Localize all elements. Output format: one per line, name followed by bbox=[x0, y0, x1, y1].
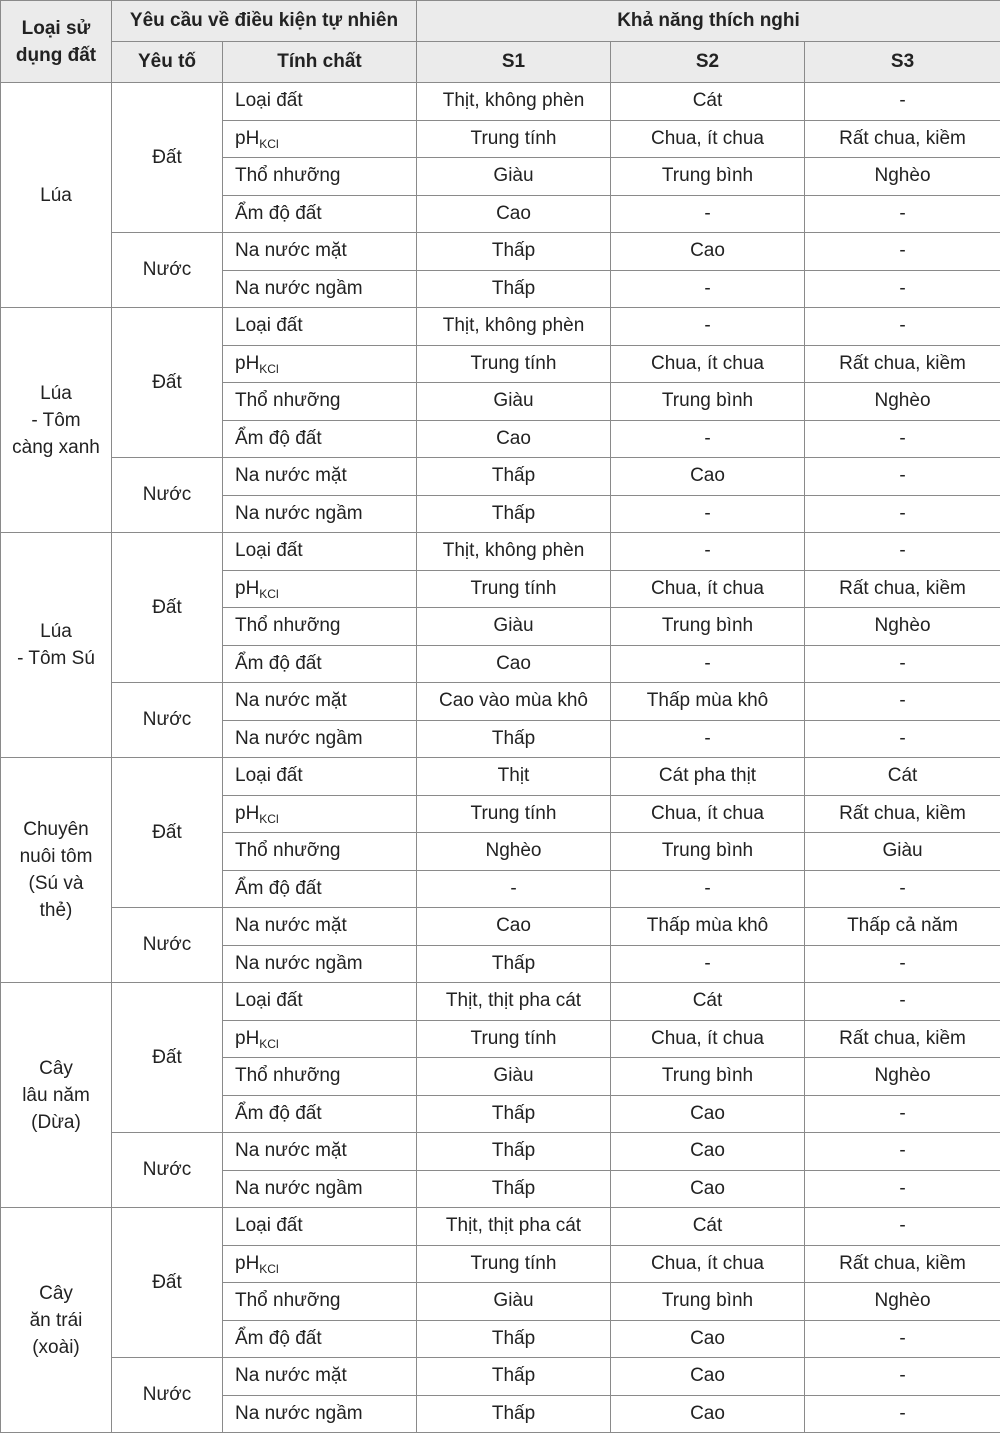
property-subscript: KCl bbox=[259, 1262, 278, 1276]
s2-cell: Cát bbox=[611, 83, 805, 121]
s3-cell: Giàu bbox=[805, 833, 1000, 871]
property-cell bbox=[223, 833, 417, 871]
s3-cell: - bbox=[805, 533, 1000, 571]
property-label: Thổ nhưỡng bbox=[235, 840, 340, 861]
factor-cell: Đất bbox=[112, 1208, 223, 1358]
property-cell bbox=[223, 233, 417, 271]
s3-cell: - bbox=[805, 1133, 1000, 1171]
factor-cell: Nước bbox=[112, 908, 223, 983]
s1-cell: Thịt, không phèn bbox=[417, 83, 611, 121]
property-cell bbox=[223, 983, 417, 1021]
property-cell bbox=[223, 1058, 417, 1096]
s2-cell: Cát bbox=[611, 1208, 805, 1246]
s3-cell: Rất chua, kiềm bbox=[805, 795, 1000, 833]
s2-cell: - bbox=[611, 945, 805, 983]
property-cell bbox=[223, 1395, 417, 1433]
property-label: Thổ nhưỡng bbox=[235, 390, 340, 411]
s2-cell: - bbox=[611, 420, 805, 458]
property-label: Loại đất bbox=[235, 765, 303, 786]
s1-cell: Thấp bbox=[417, 233, 611, 271]
s3-header: S3 bbox=[805, 42, 1000, 83]
property-label: Na nước ngầm bbox=[235, 728, 363, 749]
s2-cell: Cao bbox=[611, 233, 805, 271]
property-cell bbox=[223, 83, 417, 121]
s3-cell: - bbox=[805, 195, 1000, 233]
adaptability-header: Khả năng thích nghi bbox=[417, 1, 1000, 42]
property-cell bbox=[223, 908, 417, 946]
property-cell bbox=[223, 570, 417, 608]
s1-cell: Thấp bbox=[417, 1133, 611, 1171]
s2-cell: Chua, ít chua bbox=[611, 570, 805, 608]
s3-cell: Nghèo bbox=[805, 1283, 1000, 1321]
s2-cell: - bbox=[611, 195, 805, 233]
property-label: Ẩm độ đất bbox=[235, 653, 322, 674]
s2-cell: Trung bình bbox=[611, 158, 805, 196]
property-cell bbox=[223, 1245, 417, 1283]
factor-cell: Đất bbox=[112, 308, 223, 458]
s1-cell: Thấp bbox=[417, 720, 611, 758]
factor-cell: Nước bbox=[112, 1133, 223, 1208]
land-use-cell: Lúa - Tôm Sú bbox=[1, 533, 112, 758]
property-cell bbox=[223, 1283, 417, 1321]
s3-cell: Rất chua, kiềm bbox=[805, 120, 1000, 158]
table-row bbox=[1, 1133, 1000, 1171]
s2-cell: - bbox=[611, 495, 805, 533]
property-label: Na nước mặt bbox=[235, 915, 347, 936]
s3-cell: Thấp cả năm bbox=[805, 908, 1000, 946]
s2-cell: Chua, ít chua bbox=[611, 795, 805, 833]
table-header bbox=[1, 1, 1000, 83]
s2-cell: Chua, ít chua bbox=[611, 1245, 805, 1283]
s3-cell: - bbox=[805, 1395, 1000, 1433]
property-subscript: KCl bbox=[259, 812, 278, 826]
s2-cell: Trung bình bbox=[611, 1058, 805, 1096]
factor-cell: Đất bbox=[112, 758, 223, 908]
s1-cell: Trung tính bbox=[417, 345, 611, 383]
s1-cell: Thấp bbox=[417, 270, 611, 308]
property-cell bbox=[223, 720, 417, 758]
s1-cell: Giàu bbox=[417, 383, 611, 421]
s3-cell: Rất chua, kiềm bbox=[805, 1020, 1000, 1058]
s3-cell: - bbox=[805, 870, 1000, 908]
property-cell bbox=[223, 1095, 417, 1133]
property-label: Ẩm độ đất bbox=[235, 878, 322, 899]
factor-cell: Nước bbox=[112, 683, 223, 758]
property-label: Na nước ngầm bbox=[235, 278, 363, 299]
property-label: Na nước ngầm bbox=[235, 1178, 363, 1199]
s1-cell: Cao bbox=[417, 908, 611, 946]
s2-cell: Cao bbox=[611, 458, 805, 496]
property-label: Loại đất bbox=[235, 90, 303, 111]
s1-cell: Trung tính bbox=[417, 1020, 611, 1058]
s1-cell: - bbox=[417, 870, 611, 908]
property-label: Thổ nhưỡng bbox=[235, 615, 340, 636]
factor-cell: Đất bbox=[112, 983, 223, 1133]
property-label: pH bbox=[235, 128, 259, 149]
s1-cell: Thấp bbox=[417, 458, 611, 496]
s3-cell: - bbox=[805, 458, 1000, 496]
factor-header: Yêu tố bbox=[112, 42, 223, 83]
table-row bbox=[1, 458, 1000, 496]
s3-cell: - bbox=[805, 420, 1000, 458]
s1-cell: Thấp bbox=[417, 1358, 611, 1396]
s3-cell: - bbox=[805, 945, 1000, 983]
s3-cell: - bbox=[805, 1208, 1000, 1246]
property-cell bbox=[223, 1320, 417, 1358]
s2-cell: Cao bbox=[611, 1395, 805, 1433]
s3-cell: - bbox=[805, 495, 1000, 533]
s1-cell: Trung tính bbox=[417, 795, 611, 833]
s3-cell: - bbox=[805, 270, 1000, 308]
property-label: pH bbox=[235, 803, 259, 824]
s3-cell: - bbox=[805, 645, 1000, 683]
s2-cell: Cao bbox=[611, 1358, 805, 1396]
s3-cell: Cát bbox=[805, 758, 1000, 796]
property-cell bbox=[223, 383, 417, 421]
property-subscript: KCl bbox=[259, 137, 278, 151]
s2-cell: - bbox=[611, 645, 805, 683]
property-cell bbox=[223, 158, 417, 196]
s1-cell: Cao bbox=[417, 195, 611, 233]
s1-cell: Trung tính bbox=[417, 120, 611, 158]
factor-cell: Đất bbox=[112, 83, 223, 233]
property-label: Na nước mặt bbox=[235, 465, 347, 486]
property-cell bbox=[223, 1170, 417, 1208]
s2-cell: Cao bbox=[611, 1095, 805, 1133]
s2-header: S2 bbox=[611, 42, 805, 83]
s3-cell: Rất chua, kiềm bbox=[805, 1245, 1000, 1283]
s2-cell: Cao bbox=[611, 1170, 805, 1208]
table-row bbox=[1, 233, 1000, 271]
property-label: Ẩm độ đất bbox=[235, 203, 322, 224]
property-cell bbox=[223, 645, 417, 683]
property-cell bbox=[223, 1020, 417, 1058]
s2-cell: Trung bình bbox=[611, 1283, 805, 1321]
property-cell bbox=[223, 345, 417, 383]
s2-cell: Chua, ít chua bbox=[611, 345, 805, 383]
property-label: Na nước ngầm bbox=[235, 503, 363, 524]
s1-cell: Nghèo bbox=[417, 833, 611, 871]
s2-cell: Chua, ít chua bbox=[611, 1020, 805, 1058]
s3-cell: - bbox=[805, 83, 1000, 121]
property-label: Ẩm độ đất bbox=[235, 1328, 322, 1349]
s1-cell: Giàu bbox=[417, 1058, 611, 1096]
s3-cell: Nghèo bbox=[805, 1058, 1000, 1096]
property-cell bbox=[223, 870, 417, 908]
property-cell bbox=[223, 1208, 417, 1246]
land-use-cell: Lúa - Tôm càng xanh bbox=[1, 308, 112, 533]
table-row bbox=[1, 908, 1000, 946]
s3-cell: Rất chua, kiềm bbox=[805, 570, 1000, 608]
property-label: Ẩm độ đất bbox=[235, 1103, 322, 1124]
property-cell bbox=[223, 308, 417, 346]
property-label: Na nước mặt bbox=[235, 240, 347, 261]
s1-cell: Giàu bbox=[417, 158, 611, 196]
s3-cell: - bbox=[805, 983, 1000, 1021]
s2-cell: Cao bbox=[611, 1320, 805, 1358]
property-label: Loại đất bbox=[235, 540, 303, 561]
property-cell bbox=[223, 120, 417, 158]
property-cell bbox=[223, 533, 417, 571]
s3-cell: - bbox=[805, 720, 1000, 758]
property-cell bbox=[223, 945, 417, 983]
property-cell bbox=[223, 795, 417, 833]
property-label: Thổ nhưỡng bbox=[235, 165, 340, 186]
table-row bbox=[1, 308, 1000, 346]
s1-cell: Giàu bbox=[417, 1283, 611, 1321]
property-cell bbox=[223, 420, 417, 458]
s3-cell: - bbox=[805, 1320, 1000, 1358]
s3-cell: Nghèo bbox=[805, 158, 1000, 196]
table-row bbox=[1, 683, 1000, 721]
s3-cell: Nghèo bbox=[805, 608, 1000, 646]
s2-cell: Trung bình bbox=[611, 608, 805, 646]
land-use-cell: Lúa bbox=[1, 83, 112, 308]
s1-cell: Thịt, thịt pha cát bbox=[417, 983, 611, 1021]
table-row bbox=[1, 1358, 1000, 1396]
s1-cell: Thấp bbox=[417, 945, 611, 983]
property-cell bbox=[223, 195, 417, 233]
land-use-cell: Cây ăn trái (xoài) bbox=[1, 1208, 112, 1433]
land-use-cell: Chuyên nuôi tôm (Sú và thẻ) bbox=[1, 758, 112, 983]
s2-cell: - bbox=[611, 308, 805, 346]
property-label: Na nước ngầm bbox=[235, 953, 363, 974]
property-label: pH bbox=[235, 1028, 259, 1049]
s3-cell: - bbox=[805, 1358, 1000, 1396]
s1-header: S1 bbox=[417, 42, 611, 83]
s1-cell: Thấp bbox=[417, 1095, 611, 1133]
s1-cell: Thịt, không phèn bbox=[417, 533, 611, 571]
s3-cell: - bbox=[805, 308, 1000, 346]
s2-cell: - bbox=[611, 270, 805, 308]
s3-cell: - bbox=[805, 1095, 1000, 1133]
property-label: Na nước ngầm bbox=[235, 1403, 363, 1424]
property-cell bbox=[223, 270, 417, 308]
s1-cell: Cao bbox=[417, 645, 611, 683]
s3-cell: - bbox=[805, 233, 1000, 271]
s1-cell: Trung tính bbox=[417, 570, 611, 608]
s2-cell: - bbox=[611, 870, 805, 908]
s1-cell: Giàu bbox=[417, 608, 611, 646]
s2-cell: Cát pha thịt bbox=[611, 758, 805, 796]
s1-cell: Thấp bbox=[417, 495, 611, 533]
s1-cell: Thấp bbox=[417, 1395, 611, 1433]
s1-cell: Thấp bbox=[417, 1170, 611, 1208]
property-label: pH bbox=[235, 353, 259, 374]
property-label: Thổ nhưỡng bbox=[235, 1065, 340, 1086]
factor-cell: Nước bbox=[112, 1358, 223, 1433]
table-row bbox=[1, 533, 1000, 571]
property-cell bbox=[223, 1358, 417, 1396]
property-label: Ẩm độ đất bbox=[235, 428, 322, 449]
property-label: pH bbox=[235, 578, 259, 599]
s1-cell: Trung tính bbox=[417, 1245, 611, 1283]
s2-cell: Cao bbox=[611, 1133, 805, 1171]
property-label: Na nước mặt bbox=[235, 1365, 347, 1386]
factor-cell: Nước bbox=[112, 233, 223, 308]
table-row bbox=[1, 983, 1000, 1021]
s3-cell: - bbox=[805, 683, 1000, 721]
property-label: Loại đất bbox=[235, 1215, 303, 1236]
s2-cell: - bbox=[611, 720, 805, 758]
table-body bbox=[1, 83, 1000, 1433]
land-use-cell: Cây lâu năm (Dừa) bbox=[1, 983, 112, 1208]
requirements-header: Yêu cầu về điều kiện tự nhiên bbox=[112, 1, 417, 42]
s2-cell: Trung bình bbox=[611, 833, 805, 871]
table-row bbox=[1, 758, 1000, 796]
s3-cell: Nghèo bbox=[805, 383, 1000, 421]
factor-cell: Đất bbox=[112, 533, 223, 683]
s2-cell: - bbox=[611, 533, 805, 571]
s1-cell: Cao bbox=[417, 420, 611, 458]
s2-cell: Thấp mùa khô bbox=[611, 683, 805, 721]
s1-cell: Thịt, thịt pha cát bbox=[417, 1208, 611, 1246]
property-cell bbox=[223, 495, 417, 533]
property-label: Loại đất bbox=[235, 990, 303, 1011]
s2-cell: Chua, ít chua bbox=[611, 120, 805, 158]
property-subscript: KCl bbox=[259, 587, 278, 601]
s3-cell: Rất chua, kiềm bbox=[805, 345, 1000, 383]
s3-cell: - bbox=[805, 1170, 1000, 1208]
s1-cell: Cao vào mùa khô bbox=[417, 683, 611, 721]
property-header: Tính chất bbox=[223, 42, 417, 83]
table-row bbox=[1, 83, 1000, 121]
s1-cell: Thịt, không phèn bbox=[417, 308, 611, 346]
s2-cell: Trung bình bbox=[611, 383, 805, 421]
property-label: Na nước mặt bbox=[235, 1140, 347, 1161]
property-cell bbox=[223, 683, 417, 721]
property-label: pH bbox=[235, 1253, 259, 1274]
s1-cell: Thịt bbox=[417, 758, 611, 796]
land-use-header: Loại sử dụng đất bbox=[1, 1, 112, 83]
property-cell bbox=[223, 458, 417, 496]
property-subscript: KCl bbox=[259, 1037, 278, 1051]
property-label: Na nước mặt bbox=[235, 690, 347, 711]
property-label: Loại đất bbox=[235, 315, 303, 336]
property-cell bbox=[223, 608, 417, 646]
s2-cell: Cát bbox=[611, 983, 805, 1021]
property-cell bbox=[223, 1133, 417, 1171]
factor-cell: Nước bbox=[112, 458, 223, 533]
property-label: Thổ nhưỡng bbox=[235, 1290, 340, 1311]
table-row bbox=[1, 1208, 1000, 1246]
s2-cell: Thấp mùa khô bbox=[611, 908, 805, 946]
property-subscript: KCl bbox=[259, 362, 278, 376]
s1-cell: Thấp bbox=[417, 1320, 611, 1358]
property-cell bbox=[223, 758, 417, 796]
